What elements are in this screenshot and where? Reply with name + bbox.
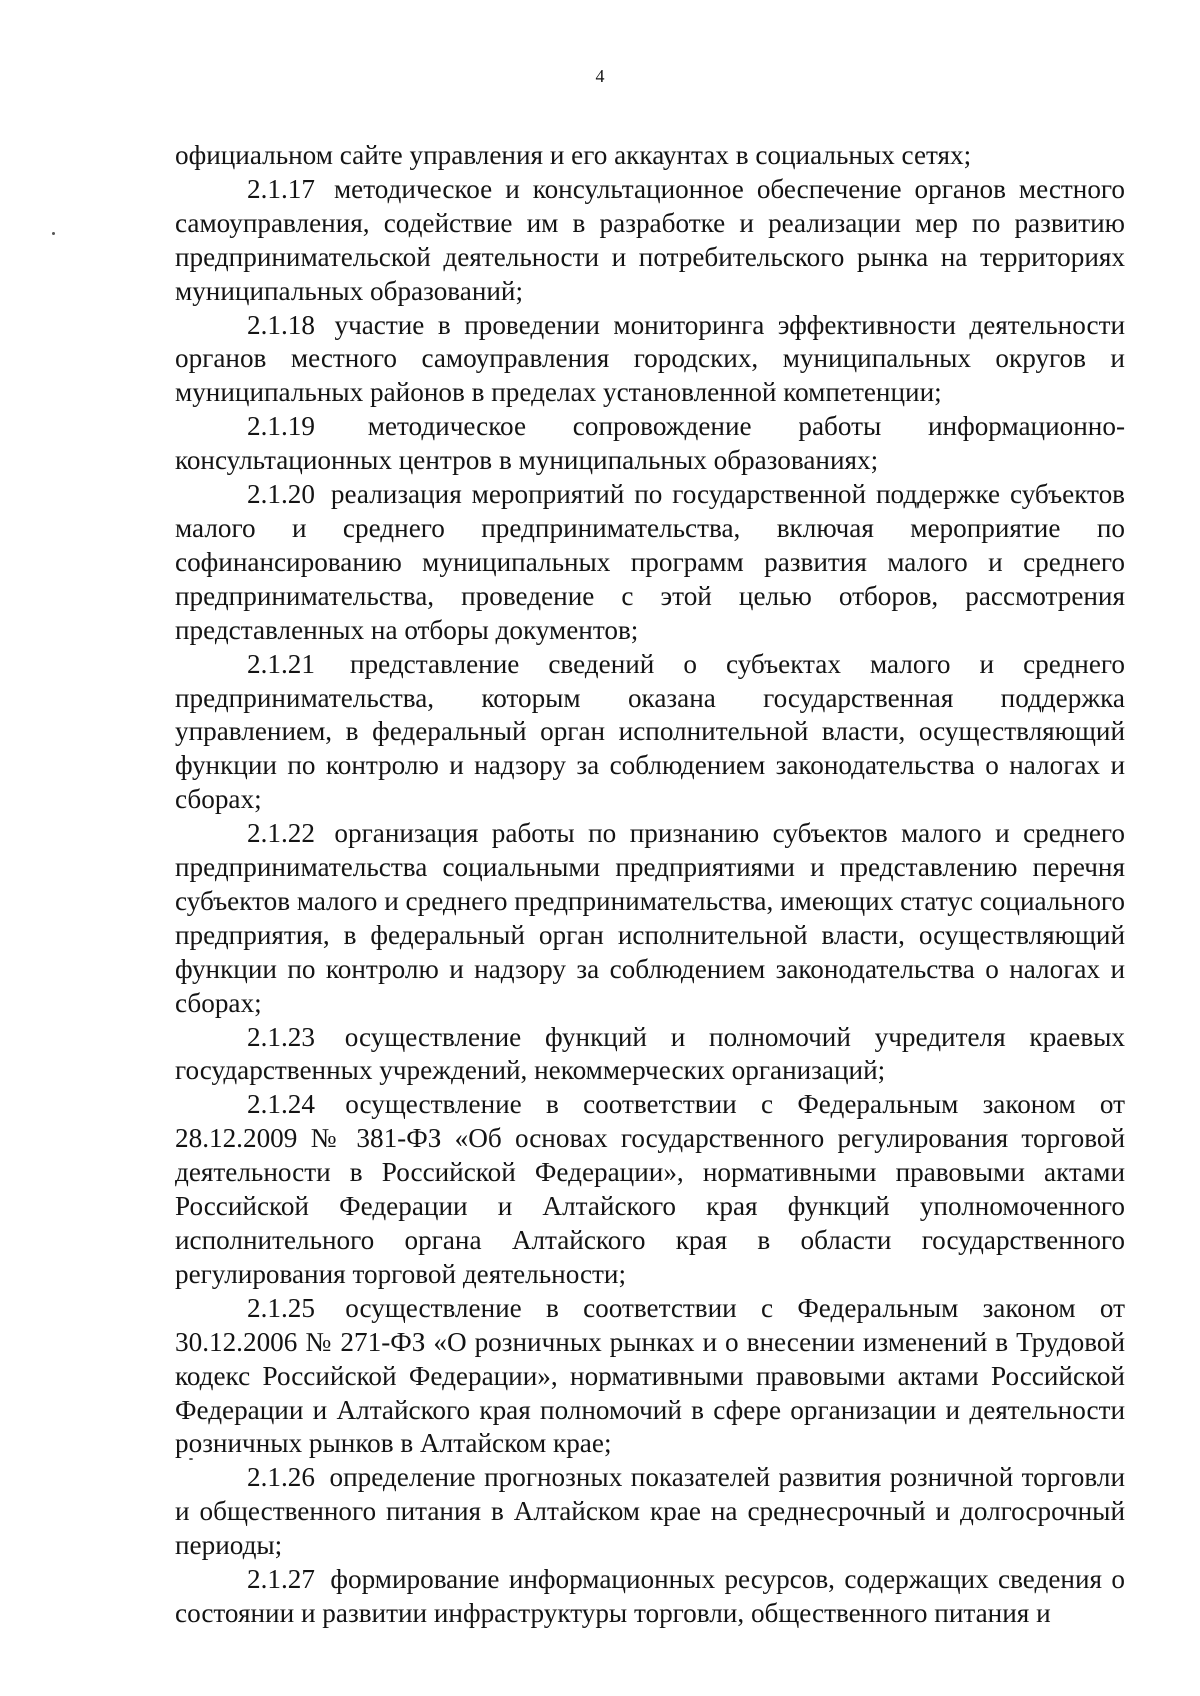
clause-number: 2.1.20: [247, 479, 315, 510]
clause-number: 2.1.18: [247, 309, 315, 340]
paragraph-text: методическое и консультационное обеспечение органов местного самоуправления, содействие им в разработке и реализации мер по развитию предпринимательской деятельности и потребительского рынка на территориях муниципальных образований;: [175, 173, 1125, 306]
paragraph-text: организация работы по признанию субъектов малого и среднего предпринимательства социальными предприятиями и представлению перечня субъектов малого и среднего предпринимательства, имеющих статус социального предприятия, в федеральный орган исполнительной власти, осуществляющий функции по контролю и надзору за соблюдением законодательства о налогах и сборах;: [175, 818, 1125, 1018]
paragraph-text: осуществление в соответствии с Федеральным законом от 28.12.2009 № 381-ФЗ «Об основах государственного регулирования торговой деятельности в Российской Федерации», нормативными правовыми актами Российской Федерации и Алтайского края функций уполномоченного исполнительного органа Алтайского края в области государственного регулирования торговой деятельности;: [175, 1089, 1126, 1289]
clause-number: 2.1.23: [247, 1021, 315, 1052]
paragraph-text: реализация мероприятий по государственной поддержке субъектов малого и среднего предпринимательства, включая мероприятие по софинансированию муниципальных программ развития малого и среднего предпринимательства, проведение с этой целью отборов, рассмотрения представленных на отборы документов;: [175, 479, 1126, 645]
paragraph-2-1-21: [175, 648, 1125, 818]
clause-number: 2.1.17: [247, 173, 315, 204]
paragraph-2-1-17: [175, 173, 1125, 309]
document-body: [175, 139, 1125, 1631]
paragraph-2-1-22: [175, 817, 1125, 1020]
paragraph-2-1-18: [175, 309, 1125, 411]
clause-number: 2.1.22: [247, 818, 315, 849]
paragraph-2-1-26: [175, 1461, 1125, 1563]
paragraph-2-1-24: [175, 1088, 1125, 1291]
paragraph-continuation: [175, 139, 1125, 173]
clause-number: 2.1.25: [247, 1292, 315, 1323]
paragraph-2-1-25: [175, 1292, 1125, 1462]
paragraph-text: методическое сопровождение работы информационно-консультационных центров в муниципальных образованиях;: [175, 411, 1125, 476]
paragraph-text: определение прогнозных показателей развития розничной торговли и общественного питания в Алтайском крае на среднесрочный и долгосрочный периоды;: [175, 1462, 1126, 1561]
paragraph-2-1-23: [175, 1021, 1125, 1089]
paragraph-text: осуществление функций и полномочий учредителя краевых государственных учреждений, некоммерческих организаций;: [175, 1021, 1126, 1086]
clause-number: 2.1.27: [247, 1564, 315, 1595]
paragraph-2-1-19: [175, 410, 1125, 478]
clause-number: 2.1.19: [247, 411, 315, 442]
clause-number: 2.1.24: [247, 1089, 315, 1120]
clause-number: 2.1.21: [247, 648, 315, 679]
paragraph-2-1-27: [175, 1563, 1125, 1631]
paragraph-text: осуществление в соответствии с Федеральным законом от 30.12.2006 № 271-ФЗ «О розничных рынках и о внесении изменений в Трудовой кодекс Российской Федерации», нормативными правовыми актами Российской Федерации и Алтайского края полномочий в сфере организации и деятельности розничных рынков в Алтайском крае;: [175, 1292, 1126, 1459]
page-number: 4: [595, 66, 605, 86]
paragraph-text: формирование информационных ресурсов, содержащих сведения о состоянии и развитии инфраструктуры торговли, общественного питания и: [175, 1564, 1126, 1628]
clause-number: 2.1.26: [247, 1462, 315, 1493]
paragraph-text: представление сведений о субъектах малого и среднего предпринимательства, которым оказана государственная поддержка управлением, в федеральный орган исполнительной власти, осуществляющий функции по контролю и надзору за соблюдением законодательства о налогах и сборах;: [175, 648, 1125, 815]
paragraph-text: участие в проведении мониторинга эффективности деятельности органов местного самоуправления городских, муниципальных округов и муниципальных районов в пределах установленной компетенции;: [175, 309, 1125, 408]
paragraph-text: официальном сайте управления и его аккаунтах в социальных сетях;: [175, 140, 972, 170]
paragraph-2-1-20: [175, 478, 1125, 648]
scan-speck: [52, 232, 55, 235]
